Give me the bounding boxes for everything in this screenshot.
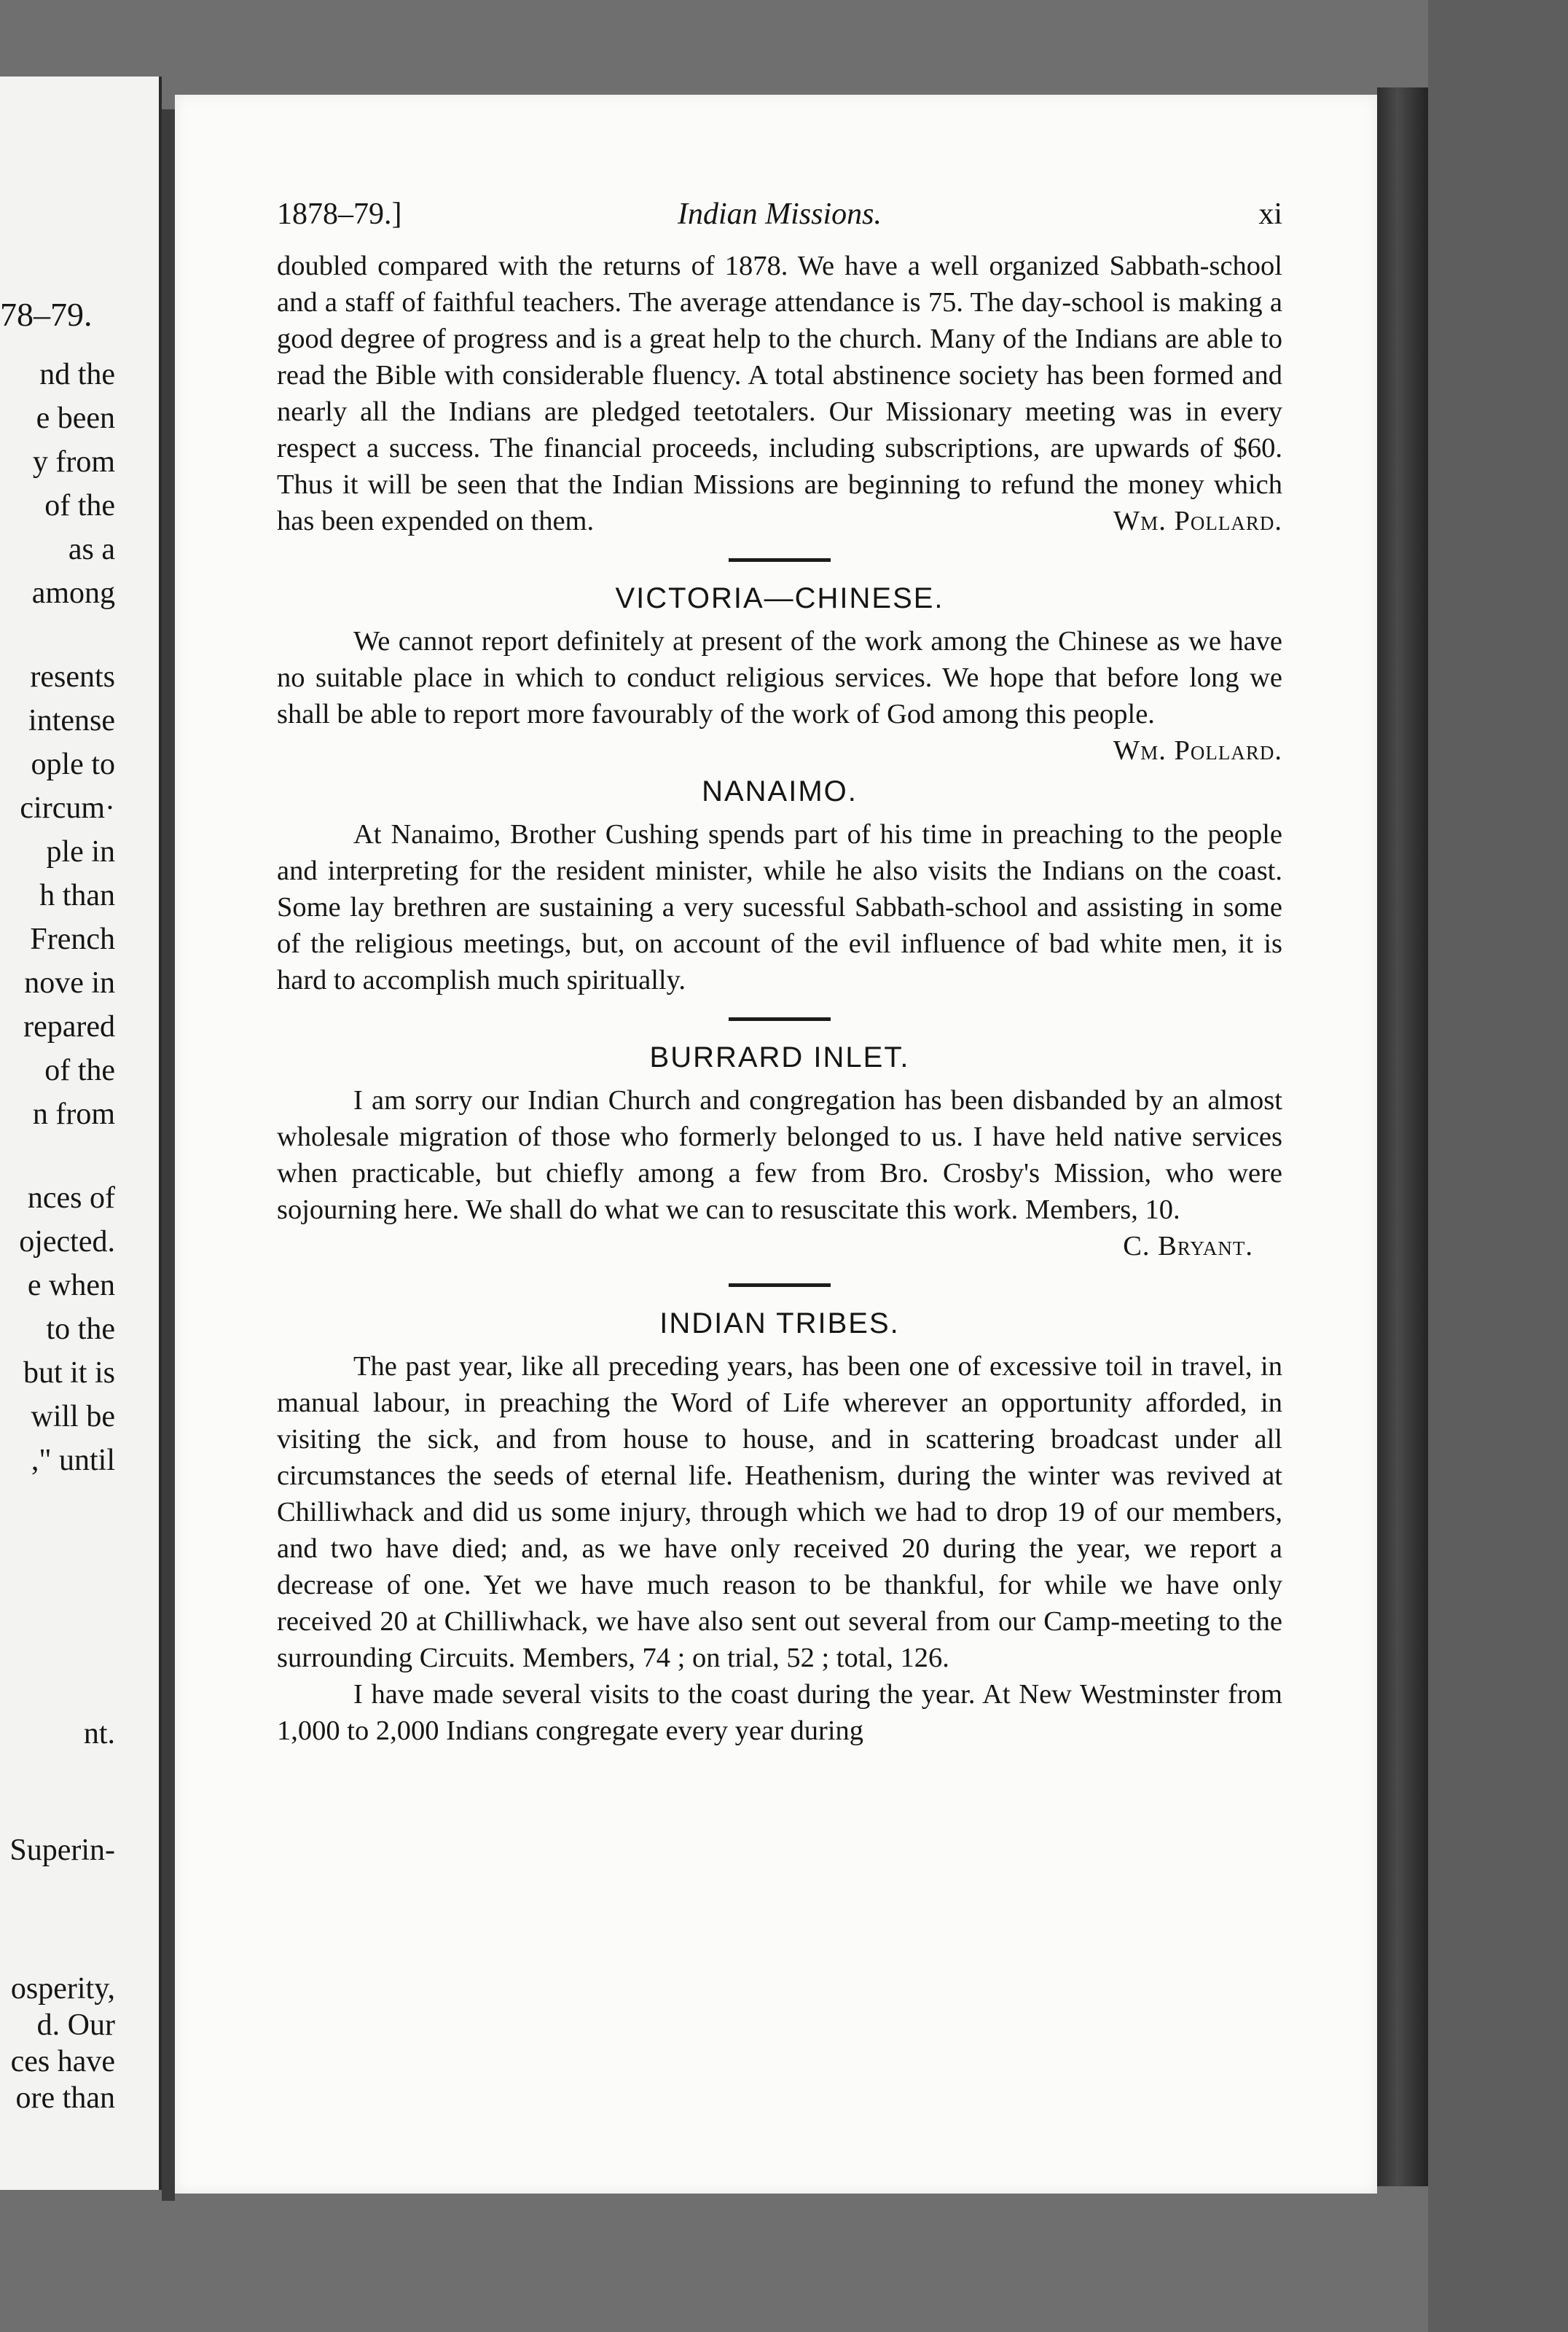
section-divider	[729, 1283, 831, 1287]
main-page	[175, 95, 1377, 2194]
page-edge-shadow	[1377, 87, 1428, 2186]
left-page-line: y from	[32, 445, 115, 479]
left-page-line: circum·	[20, 791, 115, 825]
left-page-line: ople to	[31, 748, 115, 781]
signature: Wm. Pollard.	[1113, 506, 1282, 536]
running-head-year: 1878–79.]	[277, 197, 402, 231]
left-page-line: e when	[27, 1269, 115, 1302]
left-page-fragment	[0, 77, 162, 2190]
left-page-line: osperity,	[10, 1972, 115, 2006]
section-title: VICTORIA—CHINESE.	[615, 582, 944, 614]
page-number: xi	[1258, 197, 1282, 231]
left-page-line: nces of	[27, 1181, 115, 1215]
left-page-line: to the	[46, 1312, 115, 1346]
left-page-line: French	[30, 923, 115, 956]
book-gutter	[162, 109, 175, 2201]
left-page-line: nd the	[39, 358, 115, 391]
left-page-line: resents	[30, 660, 115, 694]
signature: C. Bryant.	[1123, 1231, 1253, 1261]
section-title: NANAIMO.	[702, 775, 858, 807]
left-page-line: ore than	[15, 2081, 115, 2115]
left-page-line: nove in	[24, 966, 115, 1000]
left-page-line: d. Our	[36, 2008, 115, 2042]
section-title: BURRARD INLET.	[649, 1041, 910, 1073]
left-page-line: will be	[31, 1400, 115, 1433]
left-page-line: intense	[28, 704, 115, 737]
section-paragraph: I am sorry our Indian Church and congregation has been disbanded by an almost wholesale migration of those who formerly belonged to us. I have held native services when practicable, but chiefly among a few from Bro. Crosby's Mission, who were sojourning here. We shall do what we can to resuscitate this work. Members, 10.	[277, 1085, 1282, 1225]
left-page-line: Superin-	[9, 1834, 115, 1867]
left-page-line: nt.	[83, 1717, 115, 1750]
left-page-line: h than	[39, 879, 115, 912]
left-page-line: of the	[44, 489, 115, 523]
section-title: INDIAN TRIBES.	[659, 1307, 900, 1339]
paragraph-text: We cannot report definitely at present of the work among the Chinese as we have no suitable place in which to conduct religious services. We hope that before long we shall be able to report more favourably of the work of God among this people.	[277, 626, 1282, 729]
left-page-line: ple in	[46, 835, 115, 869]
page-content	[277, 197, 1282, 1749]
left-page-line: e been	[36, 402, 115, 435]
intro-text: doubled compared with the returns of 1878. We have a well organized Sabbath-school and a staff of faithful teachers. The average attendance is 75. The day-school is making a good degree of progress and is a great help to the church. Many of the Indians are able to read the Bible with considerable fluency. A total abstinence society has been formed and nearly all the Indians are pledged teetotalers. Our Missionary meeting was in every respect a success. The financial proceeds, including subscriptions, are upwards of $60. Thus it will be seen that the Indian Missions are beginning to refund the money which has been expended on them.	[277, 251, 1282, 536]
left-page-line: of the	[44, 1054, 115, 1087]
left-page-line: ojected.	[19, 1225, 115, 1259]
section-paragraph: I have made several visits to the coast during the year. At New Westminster from 1,000 to 2,000 Indians congregate every year during	[277, 1679, 1282, 1746]
left-page-line: repared	[23, 1010, 115, 1044]
left-page-line: among	[31, 576, 115, 610]
signature: Wm. Pollard.	[1113, 735, 1282, 766]
left-page-line: as a	[68, 533, 115, 566]
section-paragraph: At Nanaimo, Brother Cushing spends part of his time in preaching to the people and interpreting for the resident minister, while he also visits the Indians on the coast. Some lay brethren are sustaining a very sucessful Sabbath-school and assisting in some of the religious meetings, but, on account of the evil influence of bad white men, it is hard to accomplish much spiritually.	[277, 819, 1282, 995]
section-divider	[729, 1017, 831, 1021]
running-head	[277, 197, 1282, 248]
left-page-running-head: 78–79.	[0, 296, 93, 333]
running-head-title: Indian Missions.	[677, 197, 882, 231]
left-page-line: ," until	[31, 1444, 115, 1477]
left-page-line: but it is	[23, 1356, 115, 1390]
intro-paragraph	[277, 248, 1282, 539]
section-divider	[729, 558, 831, 562]
left-page-line: n from	[32, 1097, 115, 1131]
section-paragraph: The past year, like all preceding years, has been one of excessive toil in travel, in manual labour, in preaching the Word of Life wherever an opportunity afforded, in visiting the sick, and from house to house, and in scattering broadcast under all circumstances the seeds of eternal life. Heathenism, during the winter was revived at Chilliwhack and did us some injury, through which we had to drop 19 of our members, and two have died; and, as we have only received 20 during the year, we report a decrease of one. Yet we have much reason to be thankful, for while we have only received 20 at Chilliwhack, we have also sent out several from our Camp-meeting to the surrounding Circuits. Members, 74 ; on trial, 52 ; total, 126.	[277, 1351, 1282, 1673]
section-paragraph	[277, 623, 1282, 766]
left-page-line: ces have	[10, 2045, 115, 2078]
scan-background	[1428, 0, 1568, 2332]
